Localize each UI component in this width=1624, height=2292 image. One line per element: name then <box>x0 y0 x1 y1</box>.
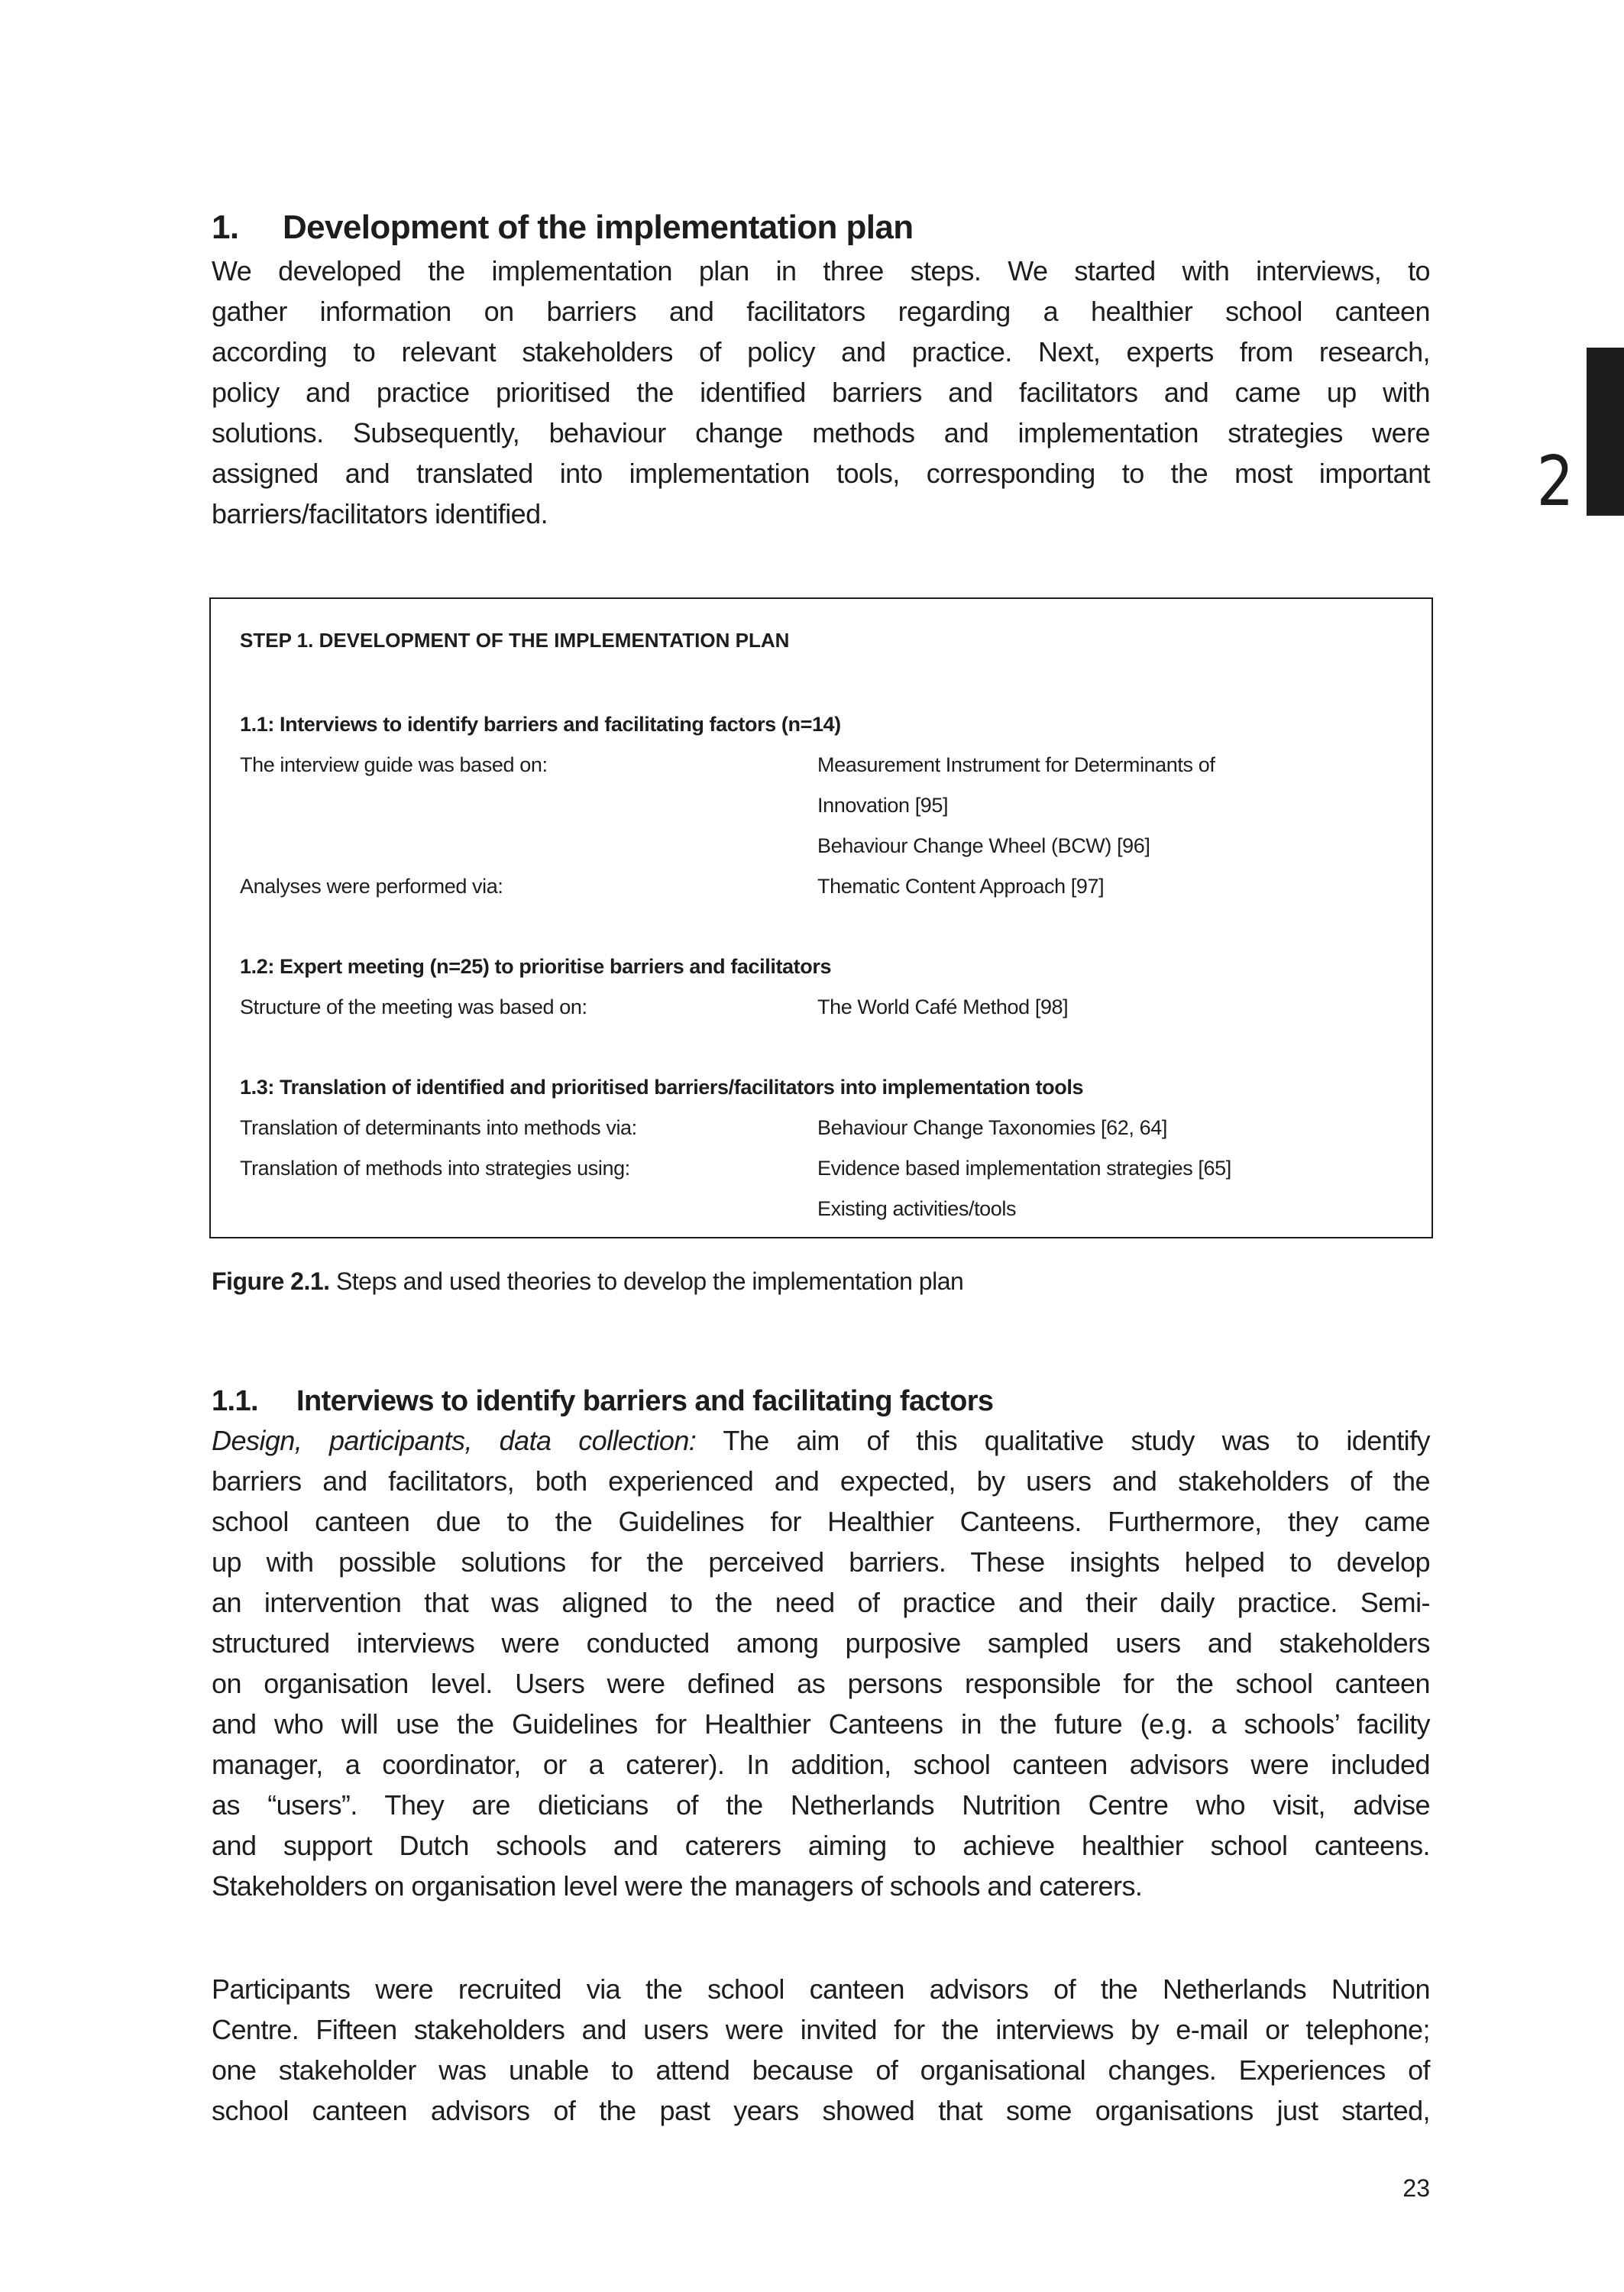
text-line: school canteen advisors of the past years showed that some organisations just started, <box>212 2095 1430 2126</box>
step-row-value: Existing activities/tools <box>817 1197 1017 1220</box>
text-line: barriers/facilitators identified. <box>212 498 548 529</box>
step-row-label: Structure of the meeting was based on: <box>240 995 587 1018</box>
text-line: Centre. Fifteen stakeholders and users were invited for the interviews by e-mail or telephone; <box>212 2014 1430 2045</box>
step-row-label: Analyses were performed via: <box>240 875 503 898</box>
text-line: barriers and facilitators, both experienced and expected, by users and stakeholders of the <box>212 1465 1430 1497</box>
step-row-value: The World Café Method [98] <box>817 995 1069 1018</box>
figure-box <box>209 597 1433 1238</box>
step-heading: 1.3: Translation of identified and prioritised barriers/facilitators into implementation tools <box>240 1076 1084 1099</box>
italic-lead: Design, participants, data collection: <box>212 1425 697 1456</box>
subsection-heading <box>212 1381 993 1421</box>
step-row-value: Behaviour Change Wheel (BCW) [96] <box>817 834 1150 857</box>
subsection-number: 1.1. <box>212 1385 258 1417</box>
text-line: according to relevant stakeholders of policy and practice. Next, experts from research, <box>212 336 1430 367</box>
section-number: 1. <box>212 209 239 246</box>
text-fragment: The aim of this qualitative study was to identify <box>696 1425 1430 1456</box>
text-line: an intervention that was aligned to the need of practice and their daily practice. Semi- <box>212 1587 1430 1618</box>
figure-box-title: STEP 1. DEVELOPMENT OF THE IMPLEMENTATION PLAN <box>240 629 790 652</box>
subsection-title: Interviews to identify barriers and facilitating factors <box>296 1385 994 1417</box>
page-number: 23 <box>1402 2174 1430 2202</box>
step-row-value: Thematic Content Approach [97] <box>817 875 1105 898</box>
step-row-value: Behaviour Change Taxonomies [62, 64] <box>817 1116 1167 1139</box>
text-line <box>212 1420 1430 1461</box>
text-line: policy and practice prioritised the identified barriers and facilitators and came up with <box>212 377 1430 408</box>
chapter-tab <box>1587 348 1624 516</box>
figure-caption-text: Steps and used theories to develop the implementation plan <box>329 1267 964 1295</box>
text-line: Participants were recruited via the school canteen advisors of the Netherlands Nutrition <box>212 1973 1430 2005</box>
figure-caption-label: Figure 2.1. <box>212 1267 330 1295</box>
text-line: one stakeholder was unable to attend because of organisational changes. Experiences of <box>212 2054 1430 2086</box>
step-row-label: Translation of methods into strategies using: <box>240 1157 630 1180</box>
text-line: on organisation level. Users were defined as persons responsible for the school canteen <box>212 1668 1430 1699</box>
text-line: and support Dutch schools and caterers aiming to achieve healthier school canteens. <box>212 1830 1430 1861</box>
text-line: manager, a coordinator, or a caterer). In addition, school canteen advisors were included <box>212 1749 1430 1780</box>
text-line: solutions. Subsequently, behaviour change methods and implementation strategies were <box>212 417 1430 448</box>
text-line: Stakeholders on organisation level were the managers of schools and caterers. <box>212 1870 1143 1902</box>
section-title: Development of the implementation plan <box>283 209 914 246</box>
body-paragraph <box>212 1969 1430 2131</box>
chapter-number: 2 <box>1536 442 1574 522</box>
text-line: school canteen due to the Guidelines for Healthier Canteens. Furthermore, they came <box>212 1506 1430 1537</box>
text-line: assigned and translated into implementation tools, corresponding to the most important <box>212 458 1430 489</box>
text-line: and who will use the Guidelines for Healthier Canteens in the future (e.g. a schools’ facility <box>212 1708 1430 1740</box>
step-heading: 1.2: Expert meeting (n=25) to prioritise barriers and facilitators <box>240 955 832 978</box>
text-line: up with possible solutions for the perceived barriers. These insights helped to develop <box>212 1546 1430 1578</box>
intro-paragraph <box>212 251 1430 534</box>
step-heading: 1.1: Interviews to identify barriers and facilitating factors (n=14) <box>240 713 841 736</box>
step-row-value: Measurement Instrument for Determinants of <box>817 753 1215 776</box>
step-row-value: Innovation [95] <box>817 794 949 817</box>
step-row-value: Evidence based implementation strategies [65] <box>817 1157 1231 1180</box>
step-row-label: The interview guide was based on: <box>240 753 548 776</box>
figure-caption <box>212 1262 963 1300</box>
text-line: We developed the implementation plan in three steps. We started with interviews, to <box>212 255 1430 286</box>
text-line: structured interviews were conducted among purposive sampled users and stakeholders <box>212 1627 1430 1659</box>
step-row-label: Translation of determinants into methods via: <box>240 1116 637 1139</box>
text-line: gather information on barriers and facilitators regarding a healthier school canteen <box>212 296 1430 327</box>
section-heading <box>212 206 1434 249</box>
body-paragraph <box>212 1420 1430 1906</box>
text-line: as “users”. They are dieticians of the Netherlands Nutrition Centre who visit, advise <box>212 1789 1430 1821</box>
